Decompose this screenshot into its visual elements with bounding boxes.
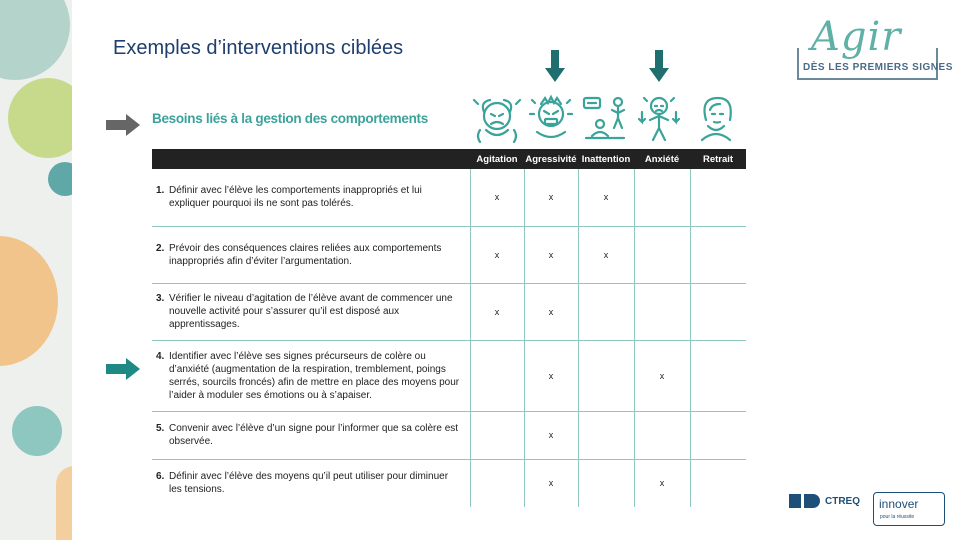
row-text-cell: [152, 226, 470, 283]
row-number: 2.: [156, 242, 165, 254]
decorative-circle: [12, 406, 62, 456]
table-heading: Besoins liés à la gestion des comportements: [152, 111, 428, 126]
mark-cell: [690, 459, 746, 507]
mark-cell: [578, 283, 634, 340]
row-number: 3.: [156, 293, 165, 304]
row-description: Identifier avec l’élève ses signes précurseurs de colère ou d’anxiété (augmentation de la respiration, tremblement, poings serrés, sourcils froncés) afin de mettre en place des moyens pour l’aider à moduler ses émotions ou à s’apaiser.: [169, 350, 460, 401]
mark-cell: [470, 340, 524, 411]
row-number: 5.: [156, 423, 165, 434]
mark-cell: [690, 169, 746, 226]
mark-cell: x: [524, 226, 578, 283]
mark-cell: x: [470, 283, 524, 340]
withdrawal-face-icon: [688, 90, 742, 146]
mark-cell: x: [634, 340, 690, 411]
row-text-cell: [152, 169, 470, 226]
table-header-blank: [152, 149, 470, 169]
mark-cell: [690, 226, 746, 283]
mark-cell: [578, 411, 634, 459]
arrow-down-icon: [548, 50, 562, 82]
mark-cell: x: [578, 226, 634, 283]
mark-cell: x: [524, 283, 578, 340]
table-row: [152, 411, 746, 459]
mark-cell: [690, 411, 746, 459]
interventions-table: [152, 149, 746, 507]
ctreq-logo-mark: [804, 494, 820, 508]
column-header-inattention: Inattention: [578, 149, 634, 169]
decorative-circle: [48, 162, 72, 196]
decorative-circle: [0, 0, 70, 80]
mark-cell: x: [578, 169, 634, 226]
mark-cell: x: [524, 169, 578, 226]
row-text-cell: [152, 283, 470, 340]
mark-cell: x: [470, 226, 524, 283]
mark-cell: [578, 340, 634, 411]
decorative-circle: [56, 466, 72, 540]
mark-cell: [634, 226, 690, 283]
row-description: Vérifier le niveau d’agitation de l’élève avant de commencer une nouvelle activité pour s’assurer qu’il est disposé aux apprentissages.: [169, 293, 453, 330]
row-text-cell: [152, 411, 470, 459]
mark-cell: x: [524, 459, 578, 507]
slide-title: Exemples d’interventions ciblées: [113, 37, 404, 59]
mark-cell: [470, 411, 524, 459]
table-header-row: [152, 149, 746, 169]
mark-cell: x: [524, 411, 578, 459]
row-description: Convenir avec l’élève d’un signe pour l’informer que sa colère est observée.: [169, 423, 459, 447]
agir-logo: [797, 14, 953, 82]
mark-cell: [690, 283, 746, 340]
aggressive-face-icon: [524, 90, 578, 146]
table-row: [152, 169, 746, 226]
row-description: Prévoir des conséquences claires reliées aux comportements inappropriés afin d’éviter l’argumentation.: [169, 242, 442, 267]
agir-logo-word: Agir: [811, 14, 902, 60]
arrow-down-icon: [652, 50, 666, 82]
arrow-right-icon: [106, 358, 140, 380]
column-header-retrait: Retrait: [690, 149, 746, 169]
inattention-scene-icon: [578, 90, 632, 146]
row-number: 1.: [156, 185, 165, 197]
ctreq-logo-text: CTREQ: [825, 496, 860, 507]
ctreq-logo: [789, 494, 869, 510]
table-row: [152, 283, 746, 340]
innover-logo-subtitle: pour la réussite: [880, 514, 915, 520]
mark-cell: [634, 411, 690, 459]
anxiety-figure-icon: [632, 90, 686, 146]
row-text-cell: [152, 340, 470, 411]
table-row: [152, 459, 746, 507]
column-header-agitation: Agitation: [470, 149, 524, 169]
decorative-circle: [8, 78, 72, 158]
column-header-anxiete: Anxiété: [634, 149, 690, 169]
column-header-agressivite: Agressivité: [524, 149, 578, 169]
innover-logo-word: innover: [879, 497, 919, 511]
decorative-circle: [0, 236, 58, 366]
row-number: 4.: [156, 350, 165, 362]
innover-logo: [873, 492, 945, 526]
mark-cell: [578, 459, 634, 507]
mark-cell: [690, 340, 746, 411]
mark-cell: x: [470, 169, 524, 226]
mark-cell: [470, 459, 524, 507]
decorative-left-strip: [0, 0, 72, 540]
mark-cell: [634, 169, 690, 226]
mark-cell: [634, 283, 690, 340]
agitation-face-icon: [470, 90, 524, 146]
table-row: [152, 340, 746, 411]
arrow-right-icon: [106, 114, 140, 136]
mark-cell: x: [524, 340, 578, 411]
agir-logo-subtitle: DÈS LES PREMIERS SIGNES: [803, 62, 953, 73]
ctreq-logo-mark: [789, 494, 801, 508]
row-number: 6.: [156, 471, 165, 483]
row-description: Définir avec l’élève des moyens qu’il peut utiliser pour diminuer les tensions.: [169, 471, 449, 496]
mark-cell: x: [634, 459, 690, 507]
row-text-cell: [152, 459, 470, 507]
row-description: Définir avec l’élève les comportements inappropriés et lui expliquer pourquoi ils ne sont pas tolérés.: [169, 185, 422, 210]
table-row: [152, 226, 746, 283]
